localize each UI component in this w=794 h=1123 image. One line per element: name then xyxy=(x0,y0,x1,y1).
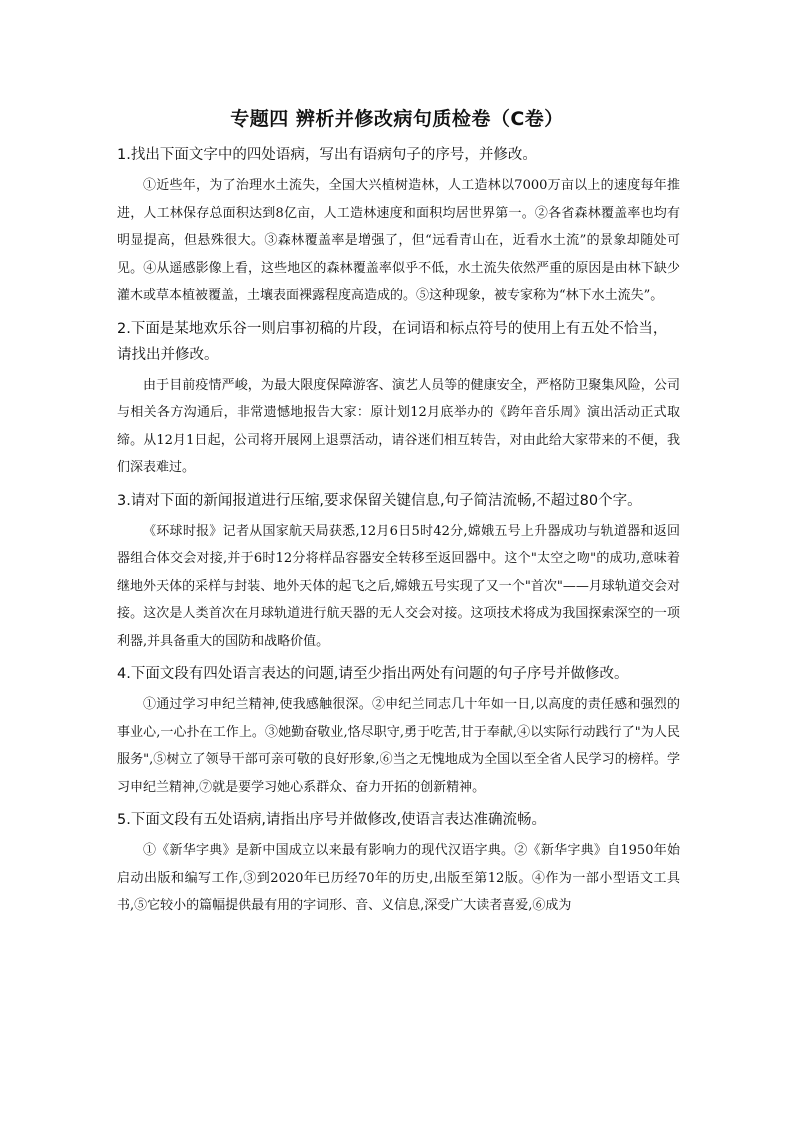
question-1 xyxy=(117,142,680,310)
document-title: 专题四 辨析并修改病句质检卷（C卷） xyxy=(230,108,564,130)
question-prompt: 2.下面是某地欢乐谷一则启事初稿的片段，在词语和标点符号的使用上有五处不恰当，请找出并修改。 xyxy=(117,320,668,363)
question-prompt: 3.请对下面的新闻报道进行压缩,要求保留关键信息,句子简洁流畅,不超过80个字。 xyxy=(117,492,642,509)
question-prompt: 4.下面文段有四处语言表达的问题,请至少指出两处有问题的句子序号并做修改。 xyxy=(117,666,629,682)
question-5 xyxy=(117,807,680,920)
question-4 xyxy=(117,661,680,801)
question-passage: ①《新华字典》是新中国成立以来最有影响力的现代汉语字典。②《新华字典》自1950年始启动出版和编写工作,③到2020年已历经70年的历史,出版至第12版。④作为一部小型语文工具书,⑤它较小的篇幅提供最有用的字词形、音、义信息,深受广大读者喜爱,⑥成为 xyxy=(117,843,680,913)
question-passage: 由于目前疫情严峻，为最大限度保障游客、演艺人员等的健康安全，严格防卫聚集风险，公司与相关各方沟通后，非常遗憾地报告大家：原计划12月底举办的《跨年音乐周》演出活动正式取缔。从12月1日起，公司将开展网上退票活动，请谷迷们相互转告，对由此给大家带来的不便，我们深表难过。 xyxy=(117,377,680,475)
question-3 xyxy=(117,488,680,656)
question-prompt: 1.找出下面文字中的四处语病，写出有语病句子的序号，并修改。 xyxy=(117,147,537,163)
question-prompt: 5.下面文段有五处语病,请指出序号并做修改,使语言表达准确流畅。 xyxy=(117,812,547,828)
question-passage: 《环球时报》记者从国家航天局获悉,12月6日5时42分,嫦娥五号上升器成功与轨道器和返回器组合体交会对接,并于6时12分将样品容器安全转移至返回器中。这个"太空之吻"的成功,意味着继地外天体的采样与封装、地外天体的起飞之后,嫦娥五号实现了又一个"首次"——月球轨道交会对接。这次是人类首次在月球轨道进行航天器的无人交会对接。这项技术将成为我国探索深空的一项利器,并具备重大的国防和战略价值。 xyxy=(117,523,680,649)
document-body xyxy=(117,142,680,926)
question-passage: ①通过学习申纪兰精神,使我感触很深。②申纪兰同志几十年如一日,以高度的责任感和强烈的事业心,一心扑在工作上。③她勤奋敬业,恪尽职守,勇于吃苦,甘于奉献,④以实际行动践行了"为人民服务",⑤树立了领导干部可亲可敬的良好形象,⑥当之无愧地成为全国以至全省人民学习的榜样。学习申纪兰精神,⑦就是要学习她心系群众、奋力开拓的创新精神。 xyxy=(117,697,680,795)
question-2 xyxy=(117,316,680,482)
question-passage: ①近些年，为了治理水土流失，全国大兴植树造林，人工造林以7000万亩以上的速度每年推进，人工林保存总面积达到8亿亩，人工造林速度和面积均居世界第一。②各省森林覆盖率也均有明显提高，但悬殊很大。③森林覆盖率是增强了，但“远看青山在，近看水土流”的景象却随处可见。④从遥感影像上看，这些地区的森林覆盖率似乎不低，水土流失依然严重的原因是由林下缺少灌木或草本植被覆盖，土壤表面裸露程度高造成的。⑤这种现象，被专家称为“林下水土流失”。 xyxy=(117,178,680,303)
